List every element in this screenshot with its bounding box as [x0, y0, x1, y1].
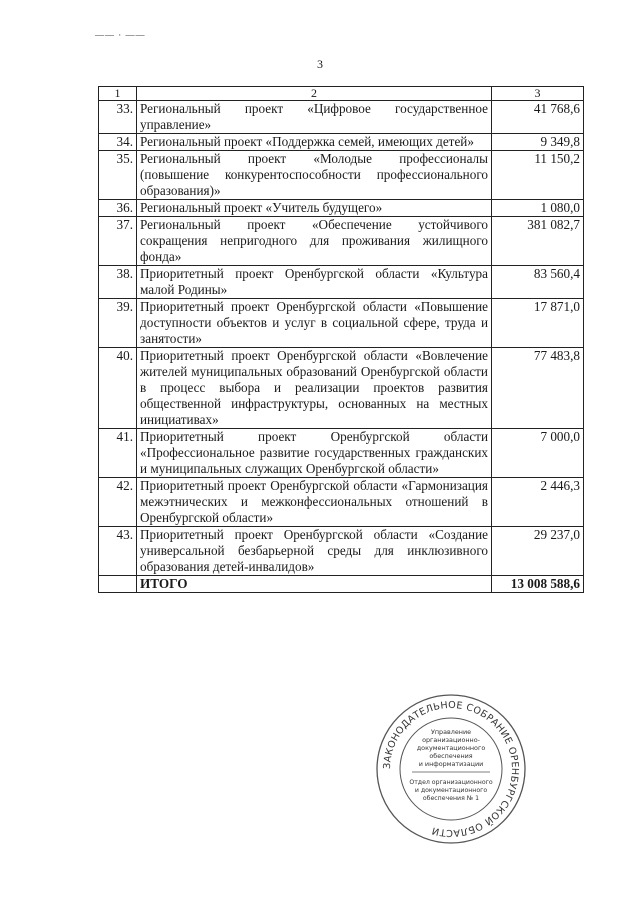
stamp-line: Отдел организационного — [409, 779, 493, 786]
row-description: Региональный проект «Поддержка семей, имеющих детей» — [137, 134, 492, 151]
table-row — [99, 348, 584, 429]
row-value: 2 446,3 — [492, 478, 584, 527]
row-description: Региональный проект «Цифровое государственное управление» — [137, 101, 492, 134]
row-description: Приоритетный проект Оренбургской области «Вовлечение жителей муниципальных образований Оренбургской области в процесс выбора и реализации проектов развития общественной инфраструктуры, основанных на местных инициативах» — [137, 348, 492, 429]
row-number: 35. — [99, 151, 137, 200]
page-number: 3 — [317, 57, 323, 71]
row-description: Приоритетный проект Оренбургской области «Повышение доступности объектов и услуг в социальной сфере, труда и занятости» — [137, 299, 492, 348]
header-marks: —— · —— — [95, 30, 146, 40]
budget-table — [98, 86, 584, 593]
total-number-cell — [99, 576, 137, 593]
row-description: Приоритетный проект Оренбургской области «Культура малой Родины» — [137, 266, 492, 299]
row-description: Региональный проект «Молодые профессионалы (повышение конкурентоспособности профессионального образования)» — [137, 151, 492, 200]
row-value: 77 483,8 — [492, 348, 584, 429]
table-row — [99, 478, 584, 527]
table-row — [99, 429, 584, 478]
row-number: 37. — [99, 217, 137, 266]
total-value: 13 008 588,6 — [492, 576, 584, 593]
row-value: 41 768,6 — [492, 101, 584, 134]
total-row — [99, 576, 584, 593]
row-number: 41. — [99, 429, 137, 478]
column-header: 3 — [492, 87, 584, 101]
table-row — [99, 101, 584, 134]
svg-text:ЗАКОНОДАТЕЛЬНОЕ СОБРАНИЕ ОРЕНБ — [382, 700, 520, 838]
row-number: 36. — [99, 200, 137, 217]
table-row — [99, 527, 584, 576]
table-row — [99, 299, 584, 348]
row-description: Региональный проект «Обеспечение устойчивого сокращения непригодного для проживания жилищного фонда» — [137, 217, 492, 266]
row-value: 11 150,2 — [492, 151, 584, 200]
row-description: Региональный проект «Учитель будущего» — [137, 200, 492, 217]
row-number: 38. — [99, 266, 137, 299]
row-number: 43. — [99, 527, 137, 576]
row-number: 34. — [99, 134, 137, 151]
stamp-line: обеспечения — [429, 752, 473, 760]
stamp-line: и документационного — [414, 787, 488, 794]
table-row — [99, 266, 584, 299]
row-value: 17 871,0 — [492, 299, 584, 348]
row-value: 29 237,0 — [492, 527, 584, 576]
official-stamp — [374, 692, 528, 846]
stamp-line: и информатизации — [418, 760, 484, 768]
column-header: 1 — [99, 87, 137, 101]
row-value: 7 000,0 — [492, 429, 584, 478]
column-header: 2 — [137, 87, 492, 101]
total-label: ИТОГО — [137, 576, 492, 593]
row-number: 40. — [99, 348, 137, 429]
row-description: Приоритетный проект Оренбургской области «Профессиональное развитие государственных гражданских и муниципальных служащих Оренбургской области» — [137, 429, 492, 478]
row-value: 83 560,4 — [492, 266, 584, 299]
row-description: Приоритетный проект Оренбургской области «Гармонизация межэтнических и межконфессиональных отношений в Оренбургской области» — [137, 478, 492, 527]
table-row — [99, 200, 584, 217]
row-value: 9 349,8 — [492, 134, 584, 151]
stamp-line: Управление — [430, 728, 472, 736]
table-header-row — [99, 87, 584, 101]
table-row — [99, 134, 584, 151]
table-row — [99, 151, 584, 200]
row-number: 39. — [99, 299, 137, 348]
row-number: 33. — [99, 101, 137, 134]
stamp-line: организационно- — [422, 736, 480, 744]
row-value: 381 082,7 — [492, 217, 584, 266]
stamp-ring-text: ЗАКОНОДАТЕЛЬНОЕ СОБРАНИЕ ОРЕНБУРГСКОЙ ОБЛАСТИ — [381, 699, 521, 839]
stamp-line: обеспечения № 1 — [422, 795, 480, 802]
stamp-line: документационного — [416, 744, 486, 752]
row-description: Приоритетный проект Оренбургской области «Создание универсальной безбарьерной среды для инклюзивного образования детей-инвалидов» — [137, 527, 492, 576]
table-row — [99, 217, 584, 266]
row-number: 42. — [99, 478, 137, 527]
row-value: 1 080,0 — [492, 200, 584, 217]
